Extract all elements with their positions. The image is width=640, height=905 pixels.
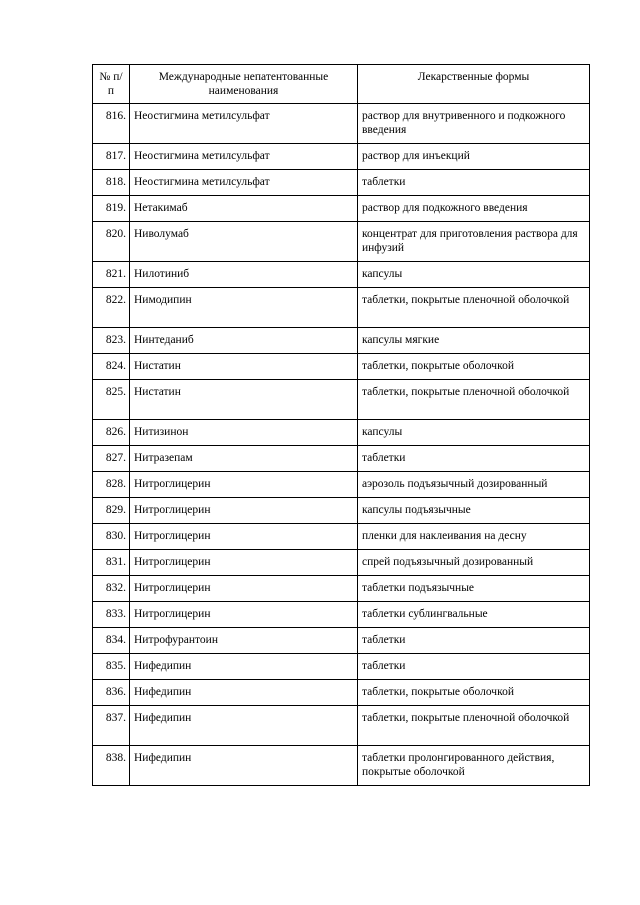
row-number: 835.: [93, 654, 130, 680]
row-number: 816.: [93, 104, 130, 144]
row-number: 838.: [93, 746, 130, 786]
table-row: [93, 420, 590, 446]
dosage-form: капсулы: [358, 262, 590, 288]
table-row: [93, 446, 590, 472]
dosage-form: аэрозоль подъязычный дозированный: [358, 472, 590, 498]
drug-name: Нитизинон: [130, 420, 358, 446]
dosage-form: концентрат для приготовления раствора для инфузий: [358, 222, 590, 262]
drug-name: Нифедипин: [130, 680, 358, 706]
drug-name: Нитроглицерин: [130, 524, 358, 550]
dosage-form: раствор для подкожного введения: [358, 196, 590, 222]
drug-name: Нинтеданиб: [130, 328, 358, 354]
dosage-form: таблетки: [358, 628, 590, 654]
drug-name: Нистатин: [130, 380, 358, 420]
row-number: 836.: [93, 680, 130, 706]
drug-name: Нитроглицерин: [130, 576, 358, 602]
drug-name: Нитроглицерин: [130, 472, 358, 498]
table-row: [93, 602, 590, 628]
table-row: [93, 498, 590, 524]
row-number: 821.: [93, 262, 130, 288]
row-number: 828.: [93, 472, 130, 498]
table-row: [93, 262, 590, 288]
dosage-form: таблетки, покрытые оболочкой: [358, 354, 590, 380]
table-row: [93, 196, 590, 222]
table-row: [93, 628, 590, 654]
row-number: 831.: [93, 550, 130, 576]
dosage-form: спрей подъязычный дозированный: [358, 550, 590, 576]
row-number: 832.: [93, 576, 130, 602]
table-row: [93, 746, 590, 786]
drug-name: Неостигмина метилсульфат: [130, 170, 358, 196]
table-row: [93, 222, 590, 262]
row-number: 817.: [93, 144, 130, 170]
drug-name: Ниволумаб: [130, 222, 358, 262]
dosage-form: таблетки, покрытые пленочной оболочкой: [358, 706, 590, 746]
header-number: № п/п: [93, 65, 130, 104]
dosage-form: таблетки: [358, 446, 590, 472]
drug-name: Нилотиниб: [130, 262, 358, 288]
row-number: 827.: [93, 446, 130, 472]
dosage-form: раствор для внутривенного и подкожного введения: [358, 104, 590, 144]
drug-name: Нимодипин: [130, 288, 358, 328]
row-number: 818.: [93, 170, 130, 196]
dosage-form: раствор для инъекций: [358, 144, 590, 170]
row-number: 837.: [93, 706, 130, 746]
table-header-row: [93, 65, 590, 104]
table-row: [93, 472, 590, 498]
dosage-form: капсулы мягкие: [358, 328, 590, 354]
drug-name: Нитразепам: [130, 446, 358, 472]
dosage-form: таблетки: [358, 654, 590, 680]
row-number: 822.: [93, 288, 130, 328]
drug-name: Нифедипин: [130, 706, 358, 746]
drug-name: Нитроглицерин: [130, 498, 358, 524]
drug-name: Нифедипин: [130, 746, 358, 786]
table-row: [93, 524, 590, 550]
row-number: 834.: [93, 628, 130, 654]
table-row: [93, 104, 590, 144]
table-row: [93, 288, 590, 328]
row-number: 830.: [93, 524, 130, 550]
row-number: 833.: [93, 602, 130, 628]
drug-name: Нитроглицерин: [130, 550, 358, 576]
drug-name: Нитрофурантоин: [130, 628, 358, 654]
row-number: 819.: [93, 196, 130, 222]
row-number: 829.: [93, 498, 130, 524]
drug-name: Нитроглицерин: [130, 602, 358, 628]
dosage-form: таблетки сублингвальные: [358, 602, 590, 628]
dosage-form: таблетки подъязычные: [358, 576, 590, 602]
row-number: 825.: [93, 380, 130, 420]
table-row: [93, 380, 590, 420]
drug-name: Неостигмина метилсульфат: [130, 104, 358, 144]
dosage-form: таблетки пролонгированного действия, покрытые оболочкой: [358, 746, 590, 786]
table-row: [93, 328, 590, 354]
row-number: 820.: [93, 222, 130, 262]
table-row: [93, 550, 590, 576]
dosage-form: таблетки, покрытые пленочной оболочкой: [358, 380, 590, 420]
row-number: 824.: [93, 354, 130, 380]
table-row: [93, 170, 590, 196]
drug-name: Нифедипин: [130, 654, 358, 680]
row-number: 823.: [93, 328, 130, 354]
drug-name: Нистатин: [130, 354, 358, 380]
header-drug-name: Международные непатентованные наименования: [130, 65, 358, 104]
dosage-form: таблетки, покрытые пленочной оболочкой: [358, 288, 590, 328]
drug-forms-table: [92, 64, 590, 786]
header-dosage-form: Лекарственные формы: [358, 65, 590, 104]
table-body: [93, 104, 590, 786]
dosage-form: пленки для наклеивания на десну: [358, 524, 590, 550]
dosage-form: капсулы: [358, 420, 590, 446]
drug-name: Неостигмина метилсульфат: [130, 144, 358, 170]
table-row: [93, 706, 590, 746]
table-row: [93, 144, 590, 170]
dosage-form: таблетки: [358, 170, 590, 196]
dosage-form: капсулы подъязычные: [358, 498, 590, 524]
table-row: [93, 354, 590, 380]
dosage-form: таблетки, покрытые оболочкой: [358, 680, 590, 706]
table-row: [93, 576, 590, 602]
table-row: [93, 680, 590, 706]
drug-name: Нетакимаб: [130, 196, 358, 222]
table-row: [93, 654, 590, 680]
row-number: 826.: [93, 420, 130, 446]
